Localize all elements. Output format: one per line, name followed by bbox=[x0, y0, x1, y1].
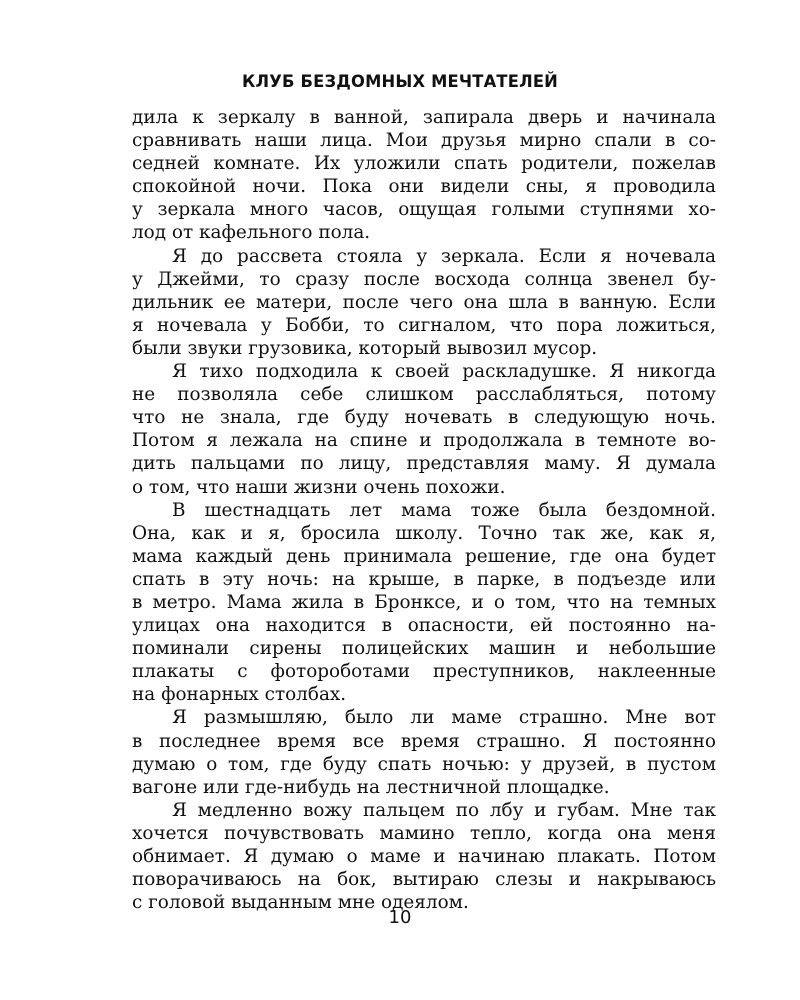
text-line: плакаты с фотороботами преступников, наклеенные bbox=[132, 661, 716, 683]
text-line: В шестнадцать лет мама тоже была бездомной. bbox=[172, 499, 716, 521]
text-line: у Джейми, то сразу после восхода солнца звенел бу- bbox=[132, 268, 716, 290]
body-text bbox=[132, 106, 716, 914]
text-line: были звуки грузовика, который вывозил мусор. bbox=[132, 337, 598, 359]
page-number: 10 bbox=[388, 907, 412, 928]
text-line: я ночевала у Бобби, то сигналом, что пора ложиться, bbox=[132, 314, 716, 336]
text-line: спать в эту ночь: на крыше, в парке, в подъезде или bbox=[132, 568, 716, 590]
text-line: дильник ее матери, после чего она шла в ванную. Если bbox=[132, 291, 716, 313]
paragraph-5 bbox=[132, 706, 716, 798]
text-line: в метро. Мама жила в Бронксе, и о том, что на темных bbox=[132, 591, 716, 613]
paragraph-4 bbox=[132, 499, 716, 707]
text-line: с головой выданным мне одеялом. bbox=[132, 892, 469, 914]
text-line: улицах она находится в опасности, ей постоянно на- bbox=[132, 615, 716, 637]
text-line: Я размышляю, было ли маме страшно. Мне вот bbox=[172, 707, 716, 729]
text-line: хочется почувствовать мамино тепло, когда она меня bbox=[132, 822, 716, 844]
text-line: Я тихо подходила к своей раскладушке. Я никогда bbox=[172, 361, 716, 383]
text-line: на фонарных столбах. bbox=[132, 684, 347, 706]
text-line: дить пальцами по лицу, представляя маму. Я думала bbox=[132, 453, 716, 475]
text-line: в последнее время все время страшно. Я постоянно bbox=[132, 730, 716, 752]
text-line: вагоне или где-нибудь на лестничной площадке. bbox=[132, 776, 610, 798]
text-line: о том, что наши жизни очень похожи. bbox=[132, 476, 506, 498]
text-line: Она, как и я, бросила школу. Точно так же, как я, bbox=[132, 522, 716, 544]
text-line: дила к зеркалу в ванной, запирала дверь и начинала bbox=[132, 107, 716, 128]
running-header-title: КЛУБ БЕЗДОМНЫХ МЕЧТАТЕЛЕЙ bbox=[241, 72, 559, 92]
text-line: думаю о том, где буду спать ночью: у друзей, в пустом bbox=[132, 753, 716, 775]
text-line: что не знала, где буду ночевать в следующую ночь. bbox=[132, 407, 716, 429]
paragraph-3 bbox=[132, 360, 716, 499]
text-line: обнимает. Я думаю о маме и начинаю плакать. Потом bbox=[132, 846, 716, 867]
text-line: Я медленно вожу пальцем по лбу и губам. Мне так bbox=[172, 799, 716, 821]
text-line: лод от кафельного пола. bbox=[132, 222, 371, 244]
paragraph-1 bbox=[132, 106, 716, 245]
text-line: Я до рассвета стояла у зеркала. Если я ночевала bbox=[172, 245, 716, 267]
text-line: у зеркала много часов, ощущая голыми ступнями хо- bbox=[132, 199, 716, 221]
text-line: мама каждый день принимала решение, где она будет bbox=[132, 545, 716, 567]
paragraph-2 bbox=[132, 245, 716, 360]
text-line: сравнивать наши лица. Мои друзья мирно спали в со- bbox=[132, 130, 716, 152]
text-line: не позволяла себе слишком расслабляться, потому bbox=[132, 384, 716, 406]
text-line: поворачиваюсь на бок, вытираю слезы и накрываюсь bbox=[132, 869, 716, 891]
text-line: седней комнате. Их уложили спать родители, пожелав bbox=[132, 153, 716, 175]
text-line: спокойной ночи. Пока они видели сны, я проводила bbox=[132, 176, 716, 198]
paragraph-6 bbox=[132, 799, 716, 914]
text-line: Потом я лежала на спине и продолжала в темноте во- bbox=[132, 430, 716, 452]
text-line: поминали сирены полицейских машин и небольшие bbox=[132, 638, 716, 660]
